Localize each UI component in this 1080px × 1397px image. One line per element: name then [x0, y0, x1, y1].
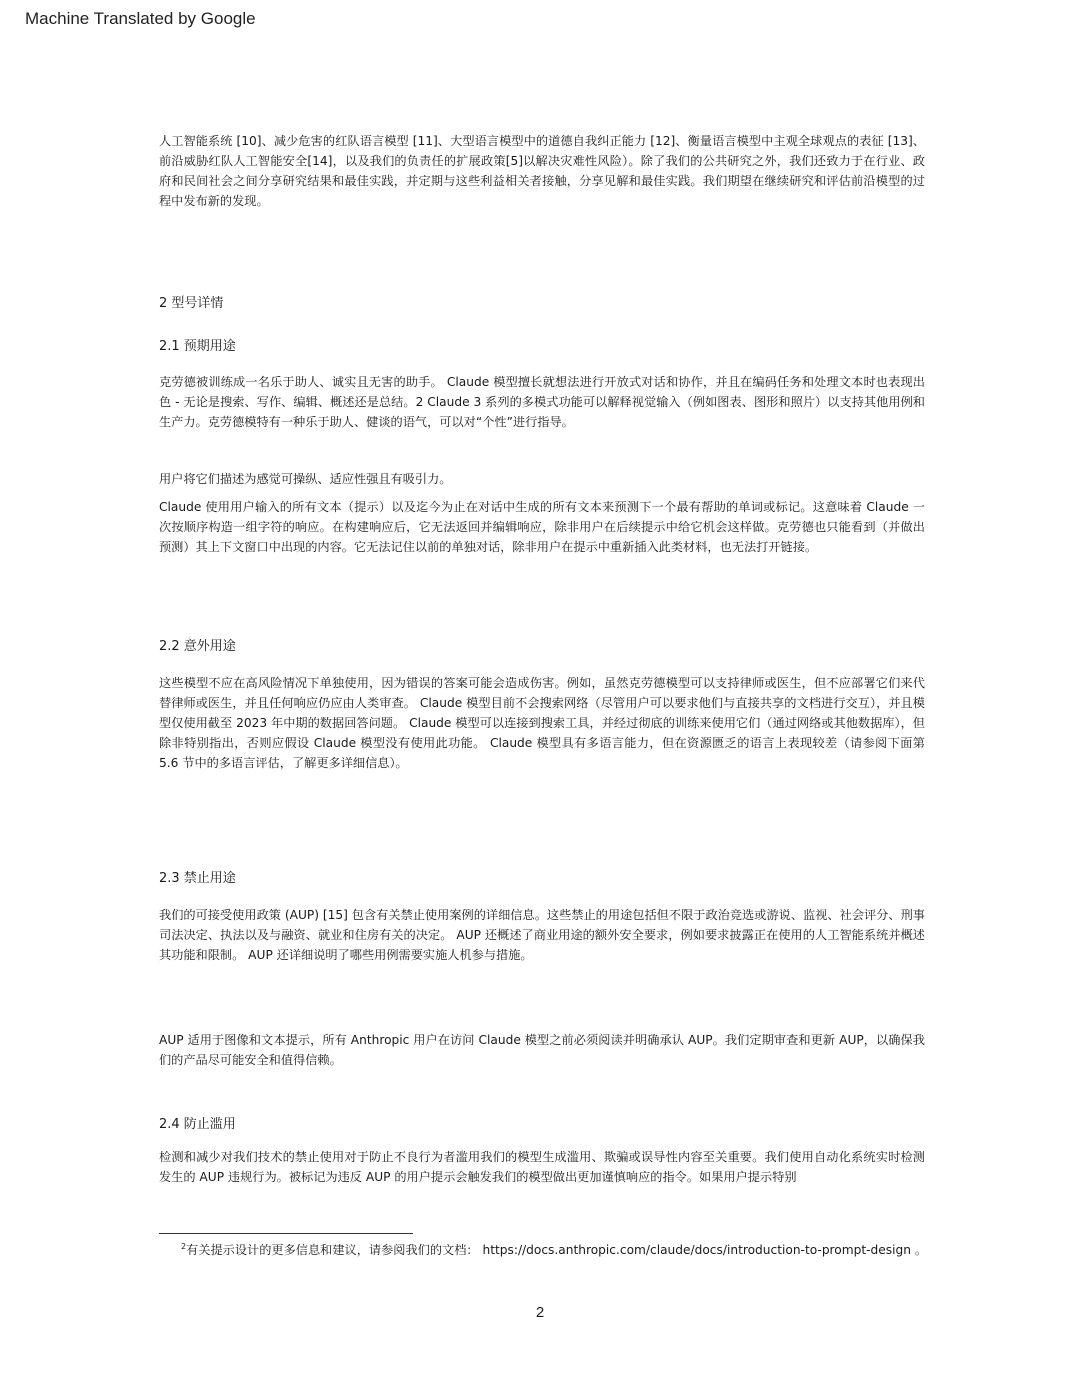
section-heading-2-2: 2.2 意外用途 [159, 639, 236, 654]
machine-translation-banner: Machine Translated by Google [25, 9, 256, 28]
intended-use-paragraph-3: Claude 使用用户输入的所有文本（提示）以及迄今为止在对话中生成的所有文本来预测下一个最有帮助的单词或标记。这意味着 Claude 一次按顺序构造一组字符的响应。在构建响应后，它无法返回并编辑响应，除非用户在后续提示中给它机会这样做。克劳德也只能看到（并做出预测）其上下文窗口中出现的内容。它无法记住以前的单独对话，除非用户在提示中重新插入此类材料，也无法打开链接。 [159, 500, 925, 554]
prohibited-use-paragraph-2: AUP 适用于图像和文本提示，所有 Anthropic 用户在访问 Claude 模型之前必须阅读并明确承认 AUP。我们定期审查和更新 AUP，以确保我们的产品尽可能安全和值得信赖。 [159, 1033, 925, 1067]
misuse-prevention-paragraph: 检测和减少对我们技术的禁止使用对于防止不良行为者滥用我们的模型生成滥用、欺骗或误导性内容至关重要。我们使用自动化系统实时检测发生的 AUP 违规行为。被标记为违反 AUP 的用户提示会触发我们的模型做出更加谨慎响应的指令。如果用户提示特别 [159, 1150, 925, 1184]
section-heading-2-3: 2.3 禁止用途 [159, 871, 236, 886]
page-number: 2 [535, 1304, 545, 1321]
prohibited-use-paragraph-1: 我们的可接受使用政策 (AUP) [15] 包含有关禁止使用案例的详细信息。这些禁止的用途包括但不限于政治竞选或游说、监视、社会评分、刑事司法决定、执法以及与融资、就业和住房有关的决定。 AUP 还概述了商业用途的额外安全要求，例如要求披露正在使用的人工智能系统并概述其功能和限制。 AUP 还详细说明了哪些用例需要实施人机参与措施。 [159, 908, 925, 962]
intended-use-paragraph-1: 克劳德被训练成一名乐于助人、诚实且无害的助手。 Claude 模型擅长就想法进行开放式对话和协作，并且在编码任务和处理文本时也表现出色 - 无论是搜索、写作、编辑、概述还是总结。2 Claude 3 系列的多模式功能可以解释视觉输入（例如图表、图形和照片）以支持其他用例和生产力。克劳德模特有一种乐于助人、健谈的语气，可以对“个性”进行指导。 [159, 375, 925, 429]
intro-paragraph: 人工智能系统 [10]、减少危害的红队语言模型 [11]、大型语言模型中的道德自我纠正能力 [12]、衡量语言模型中主观全球观点的表征 [13]、前沿威胁红队人工智能安全[14]，以及我们的负责任的扩展政策[5]以解决灾难性风险）。除了我们的公共研究之外，我们还致力于在行业、政府和民间社会之间分享研究结果和最佳实践，并定期与这些利益相关者接触，分享见解和最佳实践。我们期望在继续研究和评估前沿模型的过程中发布新的发现。 [159, 134, 925, 208]
footnote-mark: 2 [181, 1242, 187, 1251]
intended-use-paragraph-2: 用户将它们描述为感觉可操纵、适应性强且有吸引力。 [159, 472, 452, 486]
section-heading-2: 2 型号详情 [159, 296, 224, 311]
footnote [181, 1238, 927, 1259]
footnote-text: 有关提示设计的更多信息和建议，请参阅我们的文档： https://docs.anthropic.com/claude/docs/introduction-to-prompt-design 。 [186, 1243, 928, 1257]
section-heading-2-1: 2.1 预期用途 [159, 339, 236, 354]
section-heading-2-4: 2.4 防止滥用 [159, 1117, 236, 1132]
unintended-use-paragraph: 这些模型不应在高风险情况下单独使用，因为错误的答案可能会造成伤害。例如，虽然克劳德模型可以支持律师或医生，但不应部署它们来代替律师或医生，并且任何响应仍应由人类审查。 Claude 模型目前不会搜索网络（尽管用户可以要求他们与直接共享的文档进行交互），并且模型仅使用截至 2023 年中期的数据回答问题。 Claude 模型可以连接到搜索工具，并经过彻底的训练来使用它们（通过网络或其他数据库），但除非特别指出，否则应假设 Claude 模型没有使用此功能。 Claude 模型具有多语言能力，但在资源匮乏的语言上表现较差（请参阅下面第 5.6 节中的多语言评估，了解更多详细信息）。 [159, 676, 925, 770]
footnote-divider [159, 1233, 413, 1234]
